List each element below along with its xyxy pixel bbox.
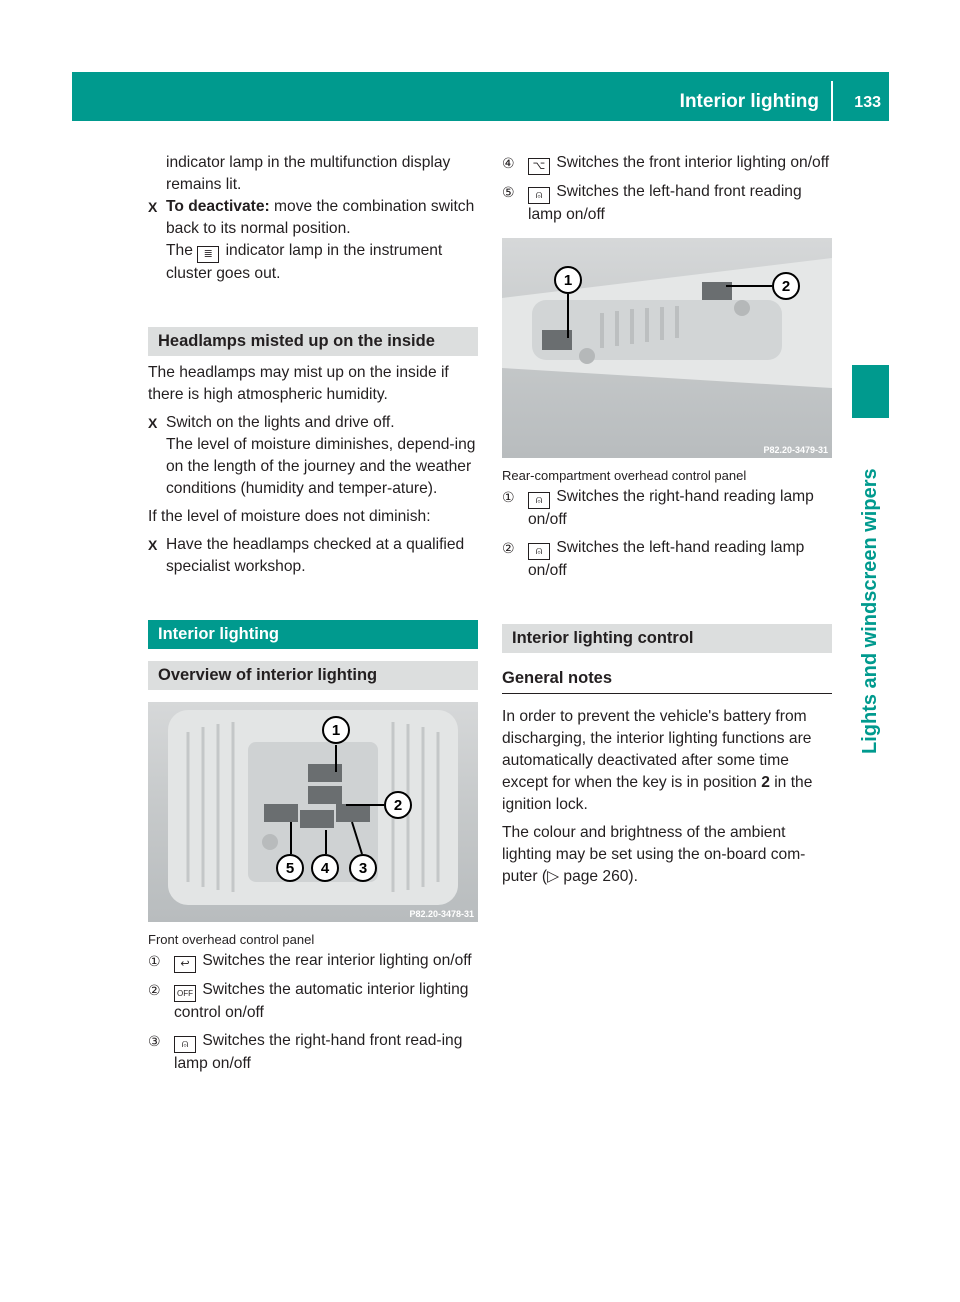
reading-lamp-icon: ⍝ <box>528 492 550 509</box>
intro-line-1: indicator lamp in the multifunction display <box>166 154 451 171</box>
sub-heading-general: General notes <box>502 665 832 694</box>
deactivate-label: To deactivate: <box>166 198 270 215</box>
misted-paragraph: The headlamps may mist up on the inside if there is high atmospheric humidity. <box>148 364 449 403</box>
fog-lamp-indicator-icon: ≣ <box>197 246 219 263</box>
left-column <box>148 152 478 1075</box>
svg-text:2: 2 <box>393 797 403 814</box>
item-number: ② <box>502 540 515 556</box>
svg-text:2: 2 <box>781 278 791 295</box>
rear-overhead-panel-photo <box>502 238 832 458</box>
misted-paragraph-2: If the level of moisture does not diminish: <box>148 508 431 525</box>
misted-step-2-text: Have the headlamps checked at a qualified specialist workshop. <box>166 536 465 575</box>
item-number: ④ <box>502 155 515 171</box>
right-column <box>502 152 832 888</box>
section-heading-control: Interior lighting control <box>502 624 832 653</box>
item-text: Switches the left-hand front reading lamp on/off <box>528 183 802 223</box>
legend-item <box>502 152 832 175</box>
deactivate-tail: indicator lamp in the instrument cluster goes out. <box>166 242 443 282</box>
item-text: Switches the automatic interior lighting control on/off <box>174 981 469 1021</box>
legend-item <box>148 950 478 973</box>
figure-code: P82.20-3479-31 <box>763 445 828 455</box>
item-text: Switches the right-hand front read-ing lamp on/off <box>174 1032 463 1072</box>
step-arrow-icon: X <box>148 199 158 215</box>
misted-step-1-detail: The level of moisture diminishes, depend-ing on the length of the journey and the weather conditions (humidity and temper-ature). <box>166 436 476 497</box>
item-number: ⑤ <box>502 184 515 200</box>
reading-lamp-icon: ⍝ <box>528 543 550 560</box>
svg-text:4: 4 <box>320 860 330 877</box>
page-number: 133 <box>854 94 881 111</box>
intro-line-2: remains lit. <box>166 176 242 193</box>
svg-text:1: 1 <box>563 272 573 289</box>
header-title: Interior lighting <box>679 91 819 112</box>
figure-caption: Rear-compartment overhead control panel <box>502 468 747 483</box>
step-arrow-icon: X <box>148 537 158 553</box>
item-text: Switches the front interior lighting on/off <box>556 154 830 171</box>
page-header <box>72 72 889 121</box>
svg-text:3: 3 <box>358 860 368 877</box>
section-heading-interior: Interior lighting <box>148 620 478 649</box>
header-divider <box>831 81 833 121</box>
misted-step-2 <box>148 534 478 578</box>
front-light-icon: ⌥ <box>528 158 550 175</box>
figure-code: P82.20-3478-31 <box>409 909 474 919</box>
deactivate-the: The <box>166 242 193 259</box>
figure-caption: Front overhead control panel <box>148 932 315 947</box>
legend-item <box>148 979 478 1024</box>
item-number: ① <box>148 953 161 969</box>
deactivate-text: move the combination switch back to its normal position. <box>166 198 475 237</box>
section-heading-misted: Headlamps misted up on the inside <box>148 327 478 356</box>
reading-lamp-icon: ⍝ <box>174 1036 196 1053</box>
front-overhead-panel-photo <box>148 702 478 922</box>
key-position: 2 <box>761 774 770 791</box>
item-text: Switches the left-hand reading lamp on/off <box>528 539 805 579</box>
rear-light-icon: ↩ <box>174 956 196 973</box>
reading-lamp-icon: ⍝ <box>528 187 550 204</box>
item-number: ① <box>502 489 515 505</box>
general-text-b: in the ignition lock. <box>502 774 813 813</box>
legend-item <box>502 537 832 582</box>
svg-text:5: 5 <box>285 860 295 877</box>
section-heading-overview: Overview of interior lighting <box>148 661 478 690</box>
legend-item <box>502 181 832 226</box>
chapter-tab <box>852 365 889 418</box>
misted-step-1-text: Switch on the lights and drive off. <box>166 414 395 431</box>
item-number: ③ <box>148 1033 161 1049</box>
general-paragraph-2: The colour and brightness of the ambient lighting may be set using the on-board com-puter (▷ page 260). <box>502 824 806 885</box>
step-arrow-icon: X <box>148 415 158 431</box>
general-text-a: In order to prevent the vehicle's battery from discharging, the interior lighting functions are automatically deactivated after some time except for when the key is in position <box>502 708 812 791</box>
legend-item <box>502 486 832 531</box>
svg-text:1: 1 <box>331 722 341 739</box>
item-text: Switches the right-hand reading lamp on/off <box>528 488 814 528</box>
chapter-label: Lights and windscreen wipers <box>859 468 881 754</box>
item-number: ② <box>148 982 161 998</box>
item-text: Switches the rear interior lighting on/off <box>202 952 472 969</box>
deactivate-step <box>148 196 478 285</box>
general-paragraph <box>502 706 832 816</box>
auto-light-off-icon: OFF <box>174 985 196 1002</box>
misted-step-1 <box>148 412 478 500</box>
legend-item <box>148 1030 478 1075</box>
